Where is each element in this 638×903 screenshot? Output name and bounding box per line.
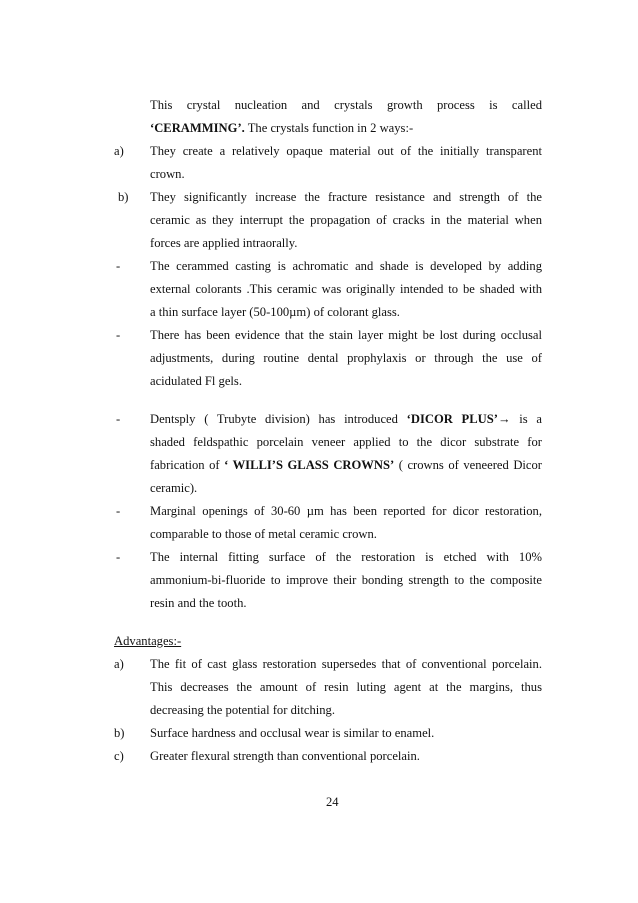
advantage-b-label: b) [114,726,125,740]
way-a-line-1: They create a relatively opaque material out of the initially transparent [150,144,542,158]
way-b-line-1: They significantly increase the fracture resistance and strength of the [150,190,542,204]
advantage-a-line-3: decreasing the potential for ditching. [150,703,335,717]
bullet-2-line-2: adjustments, during routine dental prophylaxis or through the use of [150,351,542,365]
way-b-label: b) [118,190,129,204]
advantage-a-label: a) [114,657,124,671]
bullet-3-line-1: Marginal openings of 30-60 µm has been reported for dicor restoration, [150,504,542,518]
bullet-4-line-1: The internal fitting surface of the restoration is etched with 10% [150,550,542,564]
bullet-1-line-3: a thin surface layer (50-100µm) of colorant glass. [150,305,400,319]
way-b-line-3: forces are applied intraorally. [150,236,298,250]
page-number: 24 [326,795,339,809]
bullet-dash: - [116,328,121,342]
dicor-line-3 [150,457,542,473]
dicor-line-3-pre: fabrication of [150,458,225,472]
bullet-2-line-1: There has been evidence that the stain layer might be lost during occlusal [150,328,542,342]
advantage-a-line-1: The fit of cast glass restoration supersedes that of conventional porcelain. [150,657,542,671]
advantage-c-label: c) [114,749,124,763]
bullet-1-line-2: external colorants .This ceramic was originally intended to be shaded with [150,282,542,296]
advantage-c-line-1: Greater flexural strength than conventional porcelain. [150,749,420,763]
bullet-dash: - [116,259,121,273]
way-b-line-2: ceramic as they interrupt the propagation of cracks in the material when [150,213,542,227]
bullet-dash: - [116,412,121,426]
dicor-line-1-post: → is a [497,412,542,426]
bullet-4-line-2: ammonium-bi-fluoride to improve their bonding strength to the composite [150,573,542,587]
dicor-line-2: shaded feldspathic porcelain veneer applied to the dicor substrate for [150,435,542,449]
bullet-2-line-3: acidulated Fl gels. [150,374,242,388]
dicor-line-3-post: ( crowns of veneered Dicor [394,458,542,472]
dicor-plus-term: ‘DICOR PLUS’ [406,412,498,426]
bullet-3-line-2: comparable to those of metal ceramic crown. [150,527,377,541]
bullet-1-line-1: The cerammed casting is achromatic and shade is developed by adding [150,259,542,273]
advantage-a-line-2: This decreases the amount of resin luting agent at the margins, thus [150,680,542,694]
ceramming-term: ‘CERAMMING’. [150,121,245,135]
advantages-heading [114,633,181,649]
dicor-line-1-pre: Dentsply ( Trubyte division) has introduced [150,412,407,426]
willis-glass-crowns-term: ‘ WILLI’S GLASS CROWNS’ [224,458,395,472]
way-a-label: a) [114,144,124,158]
bullet-dash: - [116,504,121,518]
advantage-b-line-1: Surface hardness and occlusal wear is similar to enamel. [150,726,435,740]
intro-line-2-rest: The crystals function in 2 ways:- [244,121,414,135]
bullet-4-line-3: resin and the tooth. [150,596,247,610]
dicor-line-4: ceramic). [150,481,198,495]
bullet-dash: - [116,550,121,564]
intro-line-1: This crystal nucleation and crystals growth process is called [150,98,542,112]
way-a-line-2: crown. [150,167,185,181]
intro-line-2 [150,120,413,136]
dicor-line-1 [150,411,542,427]
advantages-heading-text: Advantages:- [114,634,182,648]
